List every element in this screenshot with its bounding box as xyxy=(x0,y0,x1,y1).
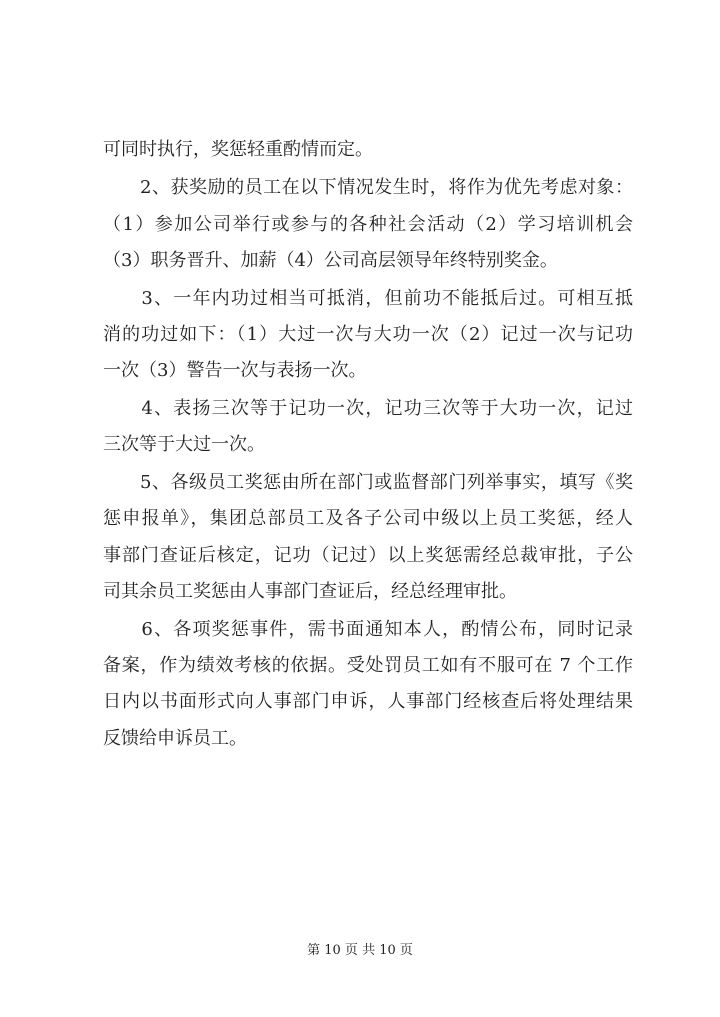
text-line: 日内以书面形式向人事部门申诉，人事部门经核查后将处理结果 xyxy=(103,691,633,712)
text-line: 三次等于大过一次。 xyxy=(103,434,265,455)
text-line: 司其余员工奖惩由人事部门查证后，经总经理审批。 xyxy=(103,581,517,602)
text-line: 3、一年内功过相当可抵消，但前功不能抵后过。可相互抵 xyxy=(103,288,633,309)
text-line: 一次（3）警告一次与表扬一次。 xyxy=(103,360,367,381)
text-line: 消的功过如下：（1）大过一次与大功一次（2）记过一次与记功 xyxy=(103,324,633,345)
text-line: 备案，作为绩效考核的依据。受处罚员工如有不服可在 7 个工作 xyxy=(103,655,633,676)
text-line: 可同时执行，奖惩轻重酌情而定。 xyxy=(103,139,373,160)
text-line: 2、获奖励的员工在以下情况发生时，将作为优先考虑对象： xyxy=(103,177,633,198)
text-line: （1）参加公司举行或参与的各种社会活动（2）学习培训机会 xyxy=(103,214,633,235)
text-line: （3）职务晋升、加薪（4）公司高层领导年终特别奖金。 xyxy=(103,250,558,271)
text-line: 4、表扬三次等于记功一次，记功三次等于大功一次，记过 xyxy=(103,398,633,419)
text-line: 事部门查证后核定，记功（记过）以上奖惩需经总裁审批，子公 xyxy=(103,545,633,566)
text-line: 惩申报单》，集团总部员工及各子公司中级以上员工奖惩，经人 xyxy=(103,508,633,529)
page-number-footer: 第 10 页 共 10 页 xyxy=(307,943,413,958)
text-line: 6、各项奖惩事件，需书面通知本人，酌情公布，同时记录 xyxy=(103,619,633,640)
text-line: 5、各级员工奖惩由所在部门或监督部门列举事实，填写《奖 xyxy=(103,472,633,493)
text-line: 反馈给申诉员工。 xyxy=(103,728,247,749)
